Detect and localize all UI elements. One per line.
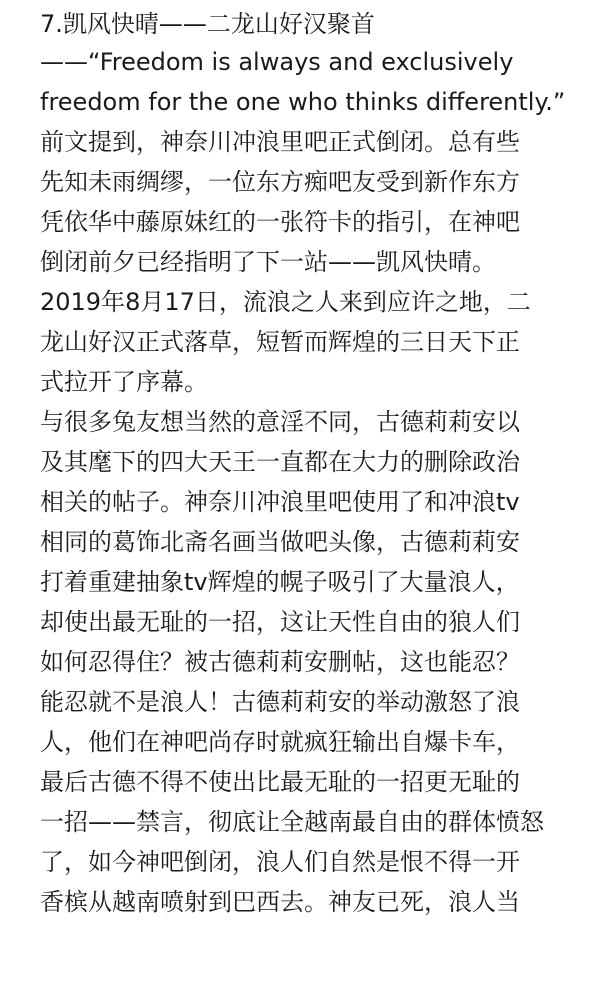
text-line: 打着重建抽象tv辉煌的幌子吸引了大量浪人， — [40, 568, 520, 596]
text-line: 与很多兔友想当然的意淫不同，古德莉莉安以 — [40, 408, 520, 436]
text-line: 能忍就不是浪人！古德莉莉安的举动激怒了浪 — [40, 688, 520, 716]
text-line: 最后古德不得不使出比最无耻的一招更无耻的 — [40, 768, 520, 796]
text-line: 及其麾下的四大天王一直都在大力的删除政治 — [40, 448, 520, 476]
text-line: 式拉开了序幕。 — [40, 368, 208, 396]
text-line: 相同的葛饰北斋名画当做吧头像，古德莉莉安 — [40, 528, 520, 556]
quote-line-2: freedom for the one who thinks differently.” — [40, 88, 566, 116]
text-line: 却使出最无耻的一招，这让天性自由的狼人们 — [40, 608, 520, 636]
text-line: 了，如今神吧倒闭，浪人们自然是恨不得一开 — [40, 848, 520, 876]
text-line: 倒闭前夕已经指明了下一站——凯风快晴。 — [40, 248, 496, 276]
text-line: 一招——禁言，彻底让全越南最自由的群体愤怒 — [40, 808, 544, 836]
text-line: 如何忍得住？被古德莉莉安删帖，这也能忍？ — [40, 648, 520, 676]
text-line: 相关的帖子。神奈川冲浪里吧使用了和冲浪tv — [40, 488, 520, 516]
quote-line-1: ——“Freedom is always and exclusively — [40, 48, 514, 76]
text-line: 2019年8月17日，流浪之人来到应许之地，二 — [40, 288, 531, 316]
article-title: 7.凯风快晴——二龙山好汉聚首 — [40, 10, 375, 38]
text-line: 先知未雨绸缪，一位东方痴吧友受到新作东方 — [40, 168, 520, 196]
text-line: 人，他们在神吧尚存时就疯狂输出自爆卡车， — [40, 728, 520, 756]
text-line: 凭依华中藤原妹红的一张符卡的指引，在神吧 — [40, 208, 520, 236]
text-line: 香槟从越南喷射到巴西去。神友已死，浪人当 — [40, 888, 520, 916]
text-line: 前文提到，神奈川冲浪里吧正式倒闭。总有些 — [40, 128, 520, 156]
text-line: 龙山好汉正式落草，短暂而辉煌的三日天下正 — [40, 328, 520, 356]
